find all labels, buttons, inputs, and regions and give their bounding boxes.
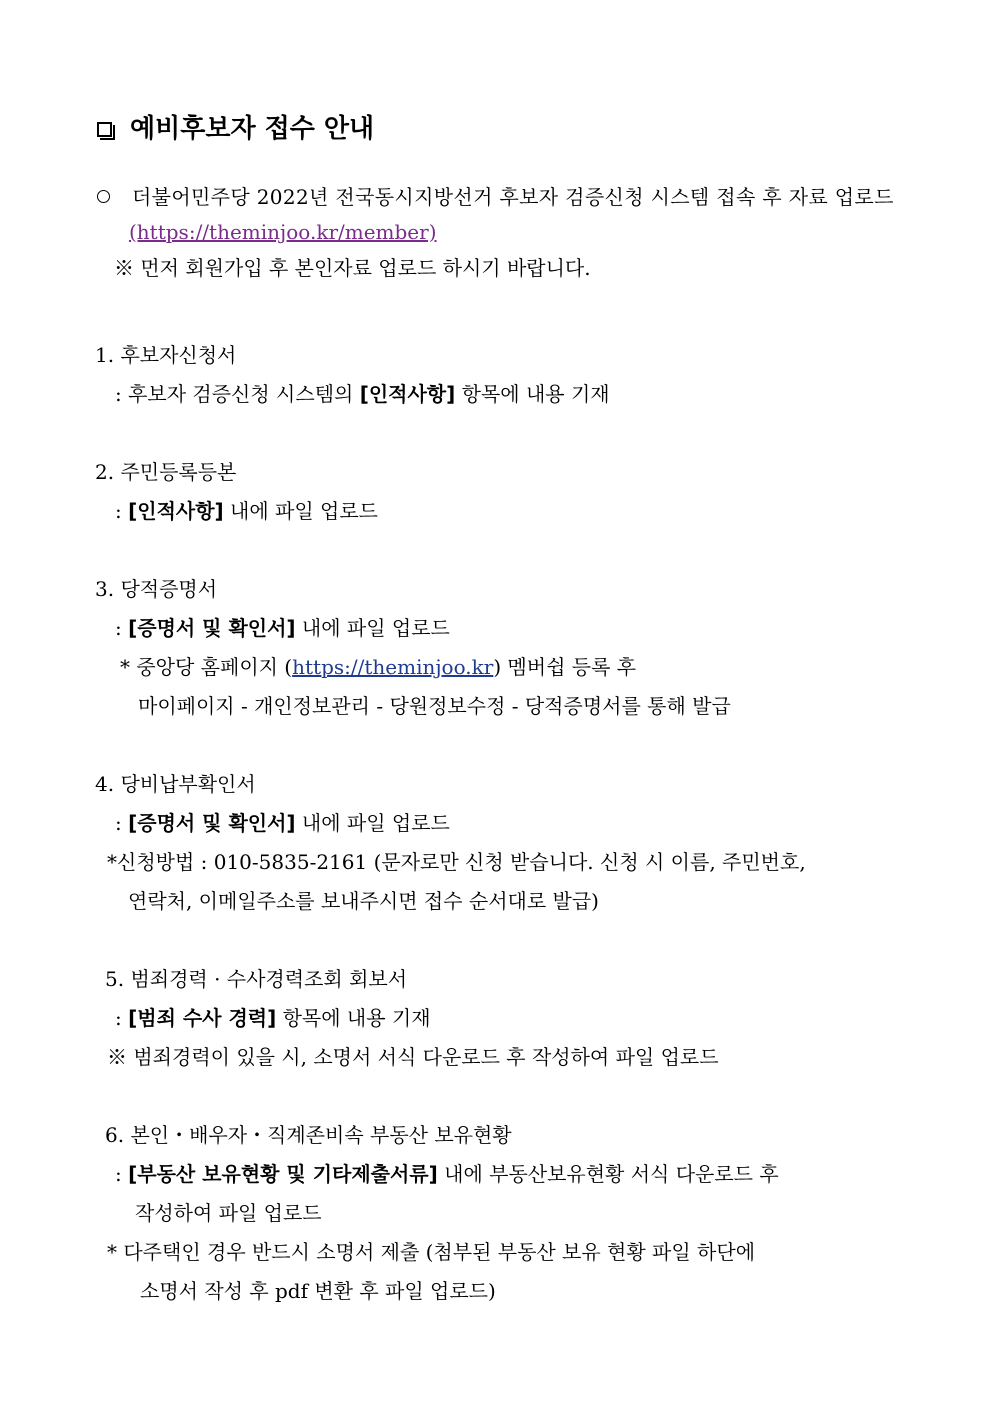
item-5-note-1: ※ 범죄경력이 있을 시, 소명서 서식 다운로드 후 작성하여 파일 업로드 xyxy=(107,1045,719,1069)
item-6-note-1: * 다주택인 경우 반드시 소명서 제출 (첨부된 부동산 보유 현황 파일 하단에 xyxy=(107,1240,756,1264)
item-2-heading: 2. 주민등록등본 xyxy=(95,460,237,484)
bold-label: [증명서 및 확인서] xyxy=(128,616,296,640)
item-4-heading: 4. 당비납부확인서 xyxy=(95,772,256,796)
item-3-note-1: * 중앙당 홈페이지 (https://theminjoo.kr) 멤버쉽 등록 후 xyxy=(120,655,637,679)
bold-label: [부동산 보유현황 및 기타제출서류] xyxy=(128,1162,438,1186)
item-6-note-2: 소명서 작성 후 pdf 변환 후 파일 업로드) xyxy=(140,1279,496,1303)
item-3-line: : [증명서 및 확인서] 내에 파일 업로드 xyxy=(115,616,450,640)
intro-text: 더불어민주당 2022년 전국동시지방선거 후보자 검증신청 시스템 접속 후 자료 업로드 xyxy=(132,185,894,209)
item-6-line-2: 작성하여 파일 업로드 xyxy=(135,1201,322,1225)
item-2-line: : [인적사항] 내에 파일 업로드 xyxy=(115,499,378,523)
homepage-link[interactable]: https://theminjoo.kr xyxy=(292,655,494,679)
intro-url-line xyxy=(129,220,437,244)
bold-label: [증명서 및 확인서] xyxy=(128,811,296,835)
member-url-link[interactable]: (https://theminjoo.kr/member) xyxy=(129,220,437,244)
item-4-line: : [증명서 및 확인서] 내에 파일 업로드 xyxy=(115,811,450,835)
item-5-heading: 5. 범죄경력 · 수사경력조회 회보서 xyxy=(105,967,408,991)
item-6-line: : [부동산 보유현황 및 기타제출서류] 내에 부동산보유현황 서식 다운로드 후 xyxy=(115,1162,779,1186)
checkbox-square-icon xyxy=(97,122,112,137)
bold-label: [범죄 수사 경력] xyxy=(128,1006,277,1030)
page-title: 예비후보자 접수 안내 xyxy=(97,114,374,145)
item-3-heading: 3. 당적증명서 xyxy=(95,577,218,601)
circle-bullet-icon xyxy=(97,190,110,203)
item-1-line: : 후보자 검증신청 시스템의 [인적사항] 항목에 내용 기재 xyxy=(115,382,610,406)
item-1-heading: 1. 후보자신청서 xyxy=(95,343,237,367)
item-6-heading: 6. 본인・배우자・직계존비속 부동산 보유현황 xyxy=(105,1123,512,1147)
item-4-note-2: 연락처, 이메일주소를 보내주시면 접수 순서대로 발급) xyxy=(128,889,599,913)
item-3-note-2: 마이페이지 - 개인정보관리 - 당원정보수정 - 당적증명서를 통해 발급 xyxy=(138,694,731,718)
intro-line xyxy=(97,185,897,209)
bold-label: [인적사항] xyxy=(128,499,224,523)
bold-label: [인적사항] xyxy=(359,382,456,406)
item-4-note-1: *신청방법 : 010-5835-2161 (문자로만 신청 받습니다. 신청 시 이름, 주민번호, xyxy=(107,850,806,874)
item-5-line: : [범죄 수사 경력] 항목에 내용 기재 xyxy=(115,1006,431,1030)
intro-note: ※ 먼저 회원가입 후 본인자료 업로드 하시기 바랍니다. xyxy=(114,256,591,280)
